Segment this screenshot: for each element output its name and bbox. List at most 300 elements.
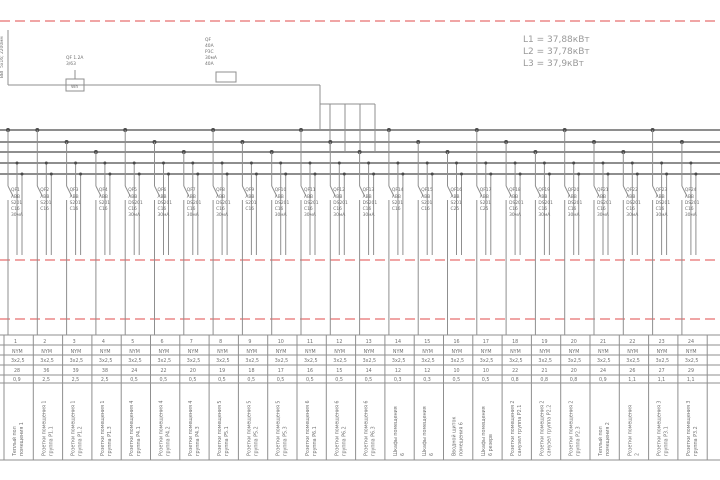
table-cell-length: 36: [43, 369, 50, 374]
main-breaker-label: QF 1.2А: [66, 56, 84, 61]
table-column-qf12: [333, 339, 347, 456]
neutral-tap-dot: [191, 162, 194, 165]
neutral-tap-dot: [689, 162, 692, 165]
breaker-spec: S201: [479, 201, 491, 206]
table-cell-description: Розетки помещения 5: [247, 400, 253, 456]
table-cell-number: 7: [189, 340, 193, 345]
rcd-box: [216, 72, 236, 82]
neutral-tap-dot: [309, 162, 312, 165]
table-cell-number: 5: [131, 340, 135, 345]
table-cell-cable-type: NYM: [12, 350, 23, 355]
breaker-id: QF9: [245, 188, 255, 193]
breaker-spec: 30мА: [186, 213, 199, 218]
table-cell-power: 0,5: [276, 378, 285, 383]
table-cell-cable-section: 3х2,5: [333, 359, 347, 364]
breaker-id: QF1: [11, 188, 20, 193]
pe-tap-dot: [79, 173, 82, 176]
table-cell-number: 20: [570, 340, 577, 345]
breaker-id: QF5: [128, 188, 137, 193]
table-cell-description: 6: [430, 452, 436, 456]
table-cell-description: Шкафы помещения: [393, 406, 399, 456]
table-cell-cable-section: 3х2,5: [98, 359, 113, 364]
pe-tap-dot: [196, 173, 199, 176]
breaker-spec: S201: [450, 201, 462, 206]
table-cell-cable-type: NYM: [187, 350, 199, 355]
breaker-spec: 30мА: [11, 213, 23, 218]
table-cell-cable-type: NYM: [685, 350, 697, 355]
table-cell-number: 6: [160, 340, 164, 345]
circuit-qf19: [533, 150, 553, 335]
table-column-qf7: [187, 339, 201, 456]
breaker-id: QF6: [157, 188, 167, 193]
breaker-spec: ABB: [509, 195, 519, 200]
table-cell-cable-section: 3х2,5: [157, 359, 172, 364]
table-cell-description: Розетки помещения 1: [71, 400, 77, 456]
table-cell-number: 22: [629, 340, 636, 345]
breaker-spec: C16: [626, 207, 635, 212]
table-cell-length: 16: [307, 369, 314, 374]
neutral-tap-dot: [45, 162, 48, 165]
breaker-spec: 30мА: [362, 213, 375, 218]
table-cell-description: Вводной щиток: [452, 416, 458, 456]
breaker-spec: 30мА: [684, 213, 697, 218]
breaker-spec: ABB: [567, 195, 577, 200]
breaker-spec: DS201: [509, 201, 524, 206]
breaker-spec: 30мА: [216, 213, 229, 218]
table-column-qf22: [626, 339, 640, 456]
breaker-spec: ABB: [128, 195, 138, 200]
pe-tap-dot: [284, 173, 287, 176]
table-cell-description: Розетки помещения 4: [130, 400, 136, 456]
pe-tap-dot: [636, 173, 639, 176]
neutral-tap-dot: [455, 162, 458, 165]
pe-tap-dot: [694, 173, 697, 176]
table-cell-number: 19: [541, 340, 548, 345]
pe-tap-dot: [314, 173, 317, 176]
table-cell-cable-type: NYM: [392, 350, 404, 355]
breaker-spec: DS201: [186, 201, 202, 206]
pe-tap-dot: [226, 173, 229, 176]
table-cell-length: 15: [336, 369, 343, 374]
table-cell-description: группа Р2.3: [576, 426, 582, 456]
table-cell-description: Розетки помещения 1: [100, 400, 106, 456]
phase-load-l3: L3 = 37,9кВт: [523, 59, 584, 69]
breaker-spec: DS201: [333, 201, 348, 206]
breaker-spec: C16: [597, 207, 606, 212]
table-column-qf6: [158, 339, 172, 456]
circuit-qf24: [680, 140, 700, 335]
table-column-qf17: [480, 339, 494, 456]
pe-tap-dot: [138, 173, 141, 176]
breaker-spec: ABB: [157, 195, 167, 200]
neutral-tap-dot: [426, 162, 429, 165]
breaker-id: QF10: [274, 188, 287, 193]
neutral-tap-dot: [543, 162, 546, 165]
neutral-tap-dot: [396, 162, 399, 165]
breaker-spec: C16: [391, 207, 401, 212]
table-column-qf10: [275, 339, 289, 456]
pe-tap-dot: [21, 173, 24, 176]
breaker-spec: C16: [684, 207, 694, 212]
breaker-spec: DS201: [597, 201, 612, 206]
neutral-tap-dot: [279, 162, 282, 165]
table-cell-cable-section: 3х2,5: [655, 359, 670, 364]
table-cell-cable-section: 3х2,5: [597, 359, 611, 364]
breaker-spec: ABB: [362, 195, 372, 200]
breaker-spec: C25: [479, 207, 489, 212]
table-cell-length: 14: [365, 369, 372, 374]
table-cell-number: 13: [365, 340, 372, 345]
circuit-qf15: [416, 140, 434, 335]
table-cell-cable-type: NYM: [568, 350, 580, 355]
table-cell-length: 12: [394, 369, 402, 374]
table-cell-description: Розетки помещения 4: [159, 400, 165, 456]
breaker-id: QF11: [304, 188, 316, 193]
breaker-spec: DS201: [304, 201, 319, 206]
breaker-spec: DS201: [157, 201, 173, 206]
breaker-spec: ABB: [186, 195, 196, 200]
rcd-label: РЗС: [205, 50, 214, 55]
breaker-spec: C16: [274, 207, 284, 212]
circuit-qf18: [504, 140, 524, 335]
circuit-qf6: [153, 140, 173, 335]
table-cell-length: 18: [248, 369, 255, 374]
table-column-qf23: [656, 339, 670, 456]
neutral-tap-dot: [221, 162, 224, 165]
table-cell-description: Розетки помещения: [628, 405, 634, 456]
breaker-spec: 30мА: [304, 213, 316, 218]
neutral-tap-dot: [484, 162, 487, 165]
table-cell-description: группа Р5.2: [254, 426, 260, 456]
table-column-qf13: [363, 339, 377, 456]
breaker-spec: C16: [186, 207, 196, 212]
table-cell-description: санузел группа Р2.1: [518, 404, 524, 456]
table-cell-length: 17: [277, 369, 284, 374]
breaker-spec: ABB: [626, 195, 636, 200]
circuit-qf5: [123, 128, 143, 335]
table-cell-description: группа Р5.3: [283, 426, 289, 456]
neutral-tap-dot: [16, 162, 19, 165]
rcd-label: 40А: [205, 44, 214, 49]
pe-tap-dot: [343, 173, 346, 176]
breaker-spec: C16: [11, 207, 20, 212]
breaker-spec: C16: [304, 207, 313, 212]
pe-tap-dot: [431, 173, 434, 176]
breaker-id: QF8: [216, 188, 225, 193]
breaker-id: QF15: [421, 188, 433, 193]
table-cell-description: Шкафы помещения: [423, 406, 429, 456]
neutral-tap-dot: [103, 162, 106, 165]
table-cell-description: группа Р1.3: [107, 426, 113, 456]
table-cell-power: 0,8: [569, 378, 578, 383]
table-cell-description: Розетки помещения 4: [188, 400, 194, 456]
pe-tap-dot: [577, 173, 580, 176]
rcd-label: QF: [205, 38, 211, 43]
breaker-spec: S201: [40, 201, 52, 206]
table-cell-cable-type: NYM: [598, 350, 609, 355]
table-cell-description: Розетки помещения 3: [657, 400, 663, 456]
table-cell-description: помещения 1: [20, 422, 25, 456]
table-cell-length: 10: [482, 369, 489, 374]
table-cell-length: 22: [160, 369, 167, 374]
table-cell-cable-section: 3х2,5: [684, 359, 699, 364]
breaker-spec: C16: [362, 207, 372, 212]
breaker-id: QF16: [450, 188, 463, 193]
table-cell-description: группа Р3.1: [664, 426, 670, 456]
table-cell-description: Розетки помещения 2: [540, 400, 546, 456]
breaker-spec: C16: [98, 207, 108, 212]
breaker-spec: C16: [40, 207, 49, 212]
table-cell-power: 0,5: [247, 378, 256, 383]
circuit-qf4: [94, 150, 112, 335]
table-cell-cable-section: 3х2,5: [11, 359, 25, 364]
circuit-qf3: [65, 140, 83, 335]
table-cell-cable-section: 3х2,5: [274, 359, 289, 364]
table-column-qf8: [216, 339, 230, 456]
table-cell-power: 0,5: [364, 378, 373, 383]
breaker-spec: ABB: [245, 195, 255, 200]
table-cell-cable-section: 3х2,5: [479, 359, 494, 364]
table-cell-cable-type: NYM: [305, 350, 316, 355]
pe-tap-dot: [548, 173, 551, 176]
breaker-spec: C16: [157, 207, 167, 212]
table-cell-cable-type: NYM: [627, 350, 638, 355]
breaker-id: QF20: [567, 188, 580, 193]
breaker-spec: S201: [391, 201, 404, 206]
breaker-id: QF13: [362, 188, 375, 193]
table-cell-power: 0,5: [130, 378, 138, 383]
breaker-spec: ABB: [479, 195, 489, 200]
table-cell-power: 1,1: [628, 378, 636, 383]
breaker-id: QF22: [626, 188, 638, 193]
table-cell-description: Розетки помещения 5: [276, 400, 282, 456]
table-cell-description: помещения 6: [459, 422, 465, 456]
pe-tap-dot: [401, 173, 404, 176]
breaker-id: QF14: [391, 188, 404, 193]
breaker-spec: ABB: [304, 195, 314, 200]
table-column-qf4: [99, 339, 113, 456]
table-column-qf5: [128, 339, 142, 456]
table-cell-cable-type: NYM: [510, 350, 521, 355]
breaker-spec: ABB: [98, 195, 108, 200]
breaker-spec: 30мА: [509, 213, 522, 218]
table-cell-number: 9: [248, 340, 252, 345]
table-cell-length: 26: [629, 369, 636, 374]
table-cell-description: Теплый пол: [13, 426, 18, 456]
breaker-id: QF7: [186, 188, 196, 193]
table-cell-length: 39: [72, 369, 79, 374]
table-cell-cable-section: 3х2,5: [391, 359, 406, 364]
table-cell-length: 27: [658, 369, 665, 374]
circuit-qf23: [651, 128, 671, 335]
breaker-spec: C16: [216, 207, 225, 212]
breaker-spec: DS201: [655, 201, 671, 206]
table-cell-number: 1: [14, 340, 18, 345]
circuit-qf12: [328, 140, 348, 335]
table-cell-description: 6 резерв: [488, 434, 494, 456]
table-cell-description: Розетки помещения 6: [306, 400, 311, 456]
circuit-qf9: [240, 140, 258, 335]
table-cell-cable-section: 3х2,5: [450, 359, 465, 364]
pe-tap-dot: [460, 173, 463, 176]
table-cell-description: Розетки помещения 6: [335, 400, 341, 456]
table-column-qf16: [451, 339, 465, 456]
table-cell-cable-section: 3х2,5: [216, 359, 230, 364]
table-cell-cable-type: NYM: [363, 350, 375, 355]
table-cell-cable-type: NYM: [334, 350, 345, 355]
breaker-spec: C16: [69, 207, 79, 212]
circuit-qf17: [475, 128, 493, 335]
table-cell-power: 2,5: [42, 378, 50, 383]
breaker-spec: C16: [245, 207, 255, 212]
breaker-spec: DS201: [216, 201, 231, 206]
breaker-id: QF24: [684, 188, 697, 193]
circuit-qf13: [358, 150, 378, 335]
table-cell-power: 0,5: [218, 378, 226, 383]
breaker-spec: 30мА: [274, 213, 287, 218]
breaker-spec: ABB: [538, 195, 548, 200]
table-column-qf24: [685, 339, 699, 456]
table-cell-description: группа Р1.2: [78, 426, 84, 456]
breaker-id: QF4: [98, 188, 108, 193]
circuit-qf8: [211, 128, 231, 335]
table-cell-description: группа Р6.3: [371, 426, 377, 456]
table-cell-power: 0,9: [13, 378, 21, 383]
neutral-tap-dot: [631, 162, 634, 165]
table-column-qf1: [11, 339, 25, 457]
breaker-spec: 30мА: [626, 213, 639, 218]
table-cell-cable-type: NYM: [41, 350, 52, 355]
table-column-qf11: [304, 339, 318, 456]
neutral-tap-dot: [514, 162, 517, 165]
breaker-spec: ABB: [450, 195, 460, 200]
table-cell-number: 10: [277, 340, 284, 345]
breaker-spec: S201: [98, 201, 111, 206]
breaker-spec: C16: [421, 207, 430, 212]
table-cell-cable-type: NYM: [422, 350, 433, 355]
table-cell-cable-type: NYM: [451, 350, 463, 355]
table-cell-cable-section: 3х2,5: [421, 359, 435, 364]
breaker-spec: C16: [333, 207, 342, 212]
table-column-qf19: [538, 339, 552, 456]
breaker-id: QF2: [40, 188, 50, 193]
circuit-qf14: [387, 128, 405, 335]
table-column-qf20: [568, 339, 582, 456]
table-cell-length: 10: [453, 369, 460, 374]
breaker-spec: DS201: [626, 201, 641, 206]
table-cell-description: санузел группа Р2.2: [547, 404, 553, 456]
table-cell-length: 22: [512, 369, 519, 374]
table-cell-number: 15: [424, 340, 431, 345]
breaker-id: QF3: [69, 188, 79, 193]
breaker-spec: DS201: [362, 201, 378, 206]
pe-tap-dot: [108, 173, 111, 176]
table-cell-cable-type: NYM: [70, 350, 82, 355]
table-cell-cable-type: NYM: [275, 350, 287, 355]
table-cell-number: 3: [72, 340, 76, 345]
table-cell-power: 0,3: [393, 378, 402, 383]
breaker-spec: ABB: [69, 195, 79, 200]
table-cell-power: 2,5: [100, 378, 109, 383]
breaker-spec: 30мА: [597, 213, 609, 218]
breaker-spec: DS201: [684, 201, 700, 206]
table-column-qf18: [509, 339, 523, 456]
table-cell-description: группа Р3.2: [693, 426, 699, 456]
neutral-tap-dot: [660, 162, 663, 165]
pe-tap-dot: [665, 173, 668, 176]
breaker-spec: ABB: [40, 195, 50, 200]
circuit-qf16: [446, 150, 464, 335]
table-cell-number: 11: [307, 340, 314, 345]
table-cell-power: 1,1: [686, 378, 695, 383]
breaker-spec: ABB: [421, 195, 431, 200]
table-cell-length: 21: [541, 369, 548, 374]
breaker-id: QF21: [597, 188, 609, 193]
table-cell-power: 0,5: [159, 378, 168, 383]
neutral-tap-dot: [338, 162, 341, 165]
circuit-qf11: [299, 128, 319, 335]
breaker-spec: ABB: [597, 195, 607, 200]
circuit-qf22: [621, 150, 641, 335]
table-cell-power: 2,5: [71, 378, 80, 383]
breaker-spec: DS201: [274, 201, 290, 206]
circuit-qf20: [563, 128, 583, 335]
table-cell-cable-type: NYM: [217, 350, 228, 355]
breaker-spec: C25: [450, 207, 460, 212]
table-cell-cable-section: 3х2,5: [362, 359, 377, 364]
breaker-spec: S201: [69, 201, 81, 206]
table-cell-description: Розетки помещения 5: [218, 400, 224, 456]
pe-tap-dot: [50, 173, 53, 176]
table-cell-power: 0,5: [188, 378, 197, 383]
breaker-spec: DS201: [128, 201, 143, 206]
table-cell-power: 0,5: [306, 378, 314, 383]
table-cell-number: 2: [43, 340, 47, 345]
main-breaker-label: 3/63: [66, 62, 76, 67]
table-cell-description: группа Р1.1: [49, 426, 55, 456]
table-column-qf2: [40, 339, 54, 456]
breaker-spec: DS201: [538, 201, 553, 206]
table-cell-number: 18: [512, 340, 519, 345]
table-column-qf14: [392, 339, 406, 456]
table-cell-cable-section: 3х2,5: [509, 359, 523, 364]
table-cell-length: 29: [687, 369, 695, 374]
breaker-spec: DS201: [567, 201, 583, 206]
breaker-spec: 30мА: [655, 213, 668, 218]
table-cell-number: 24: [687, 340, 695, 345]
table-cell-cable-type: NYM: [539, 350, 551, 355]
table-cell-power: 0,8: [511, 378, 519, 383]
breaker-id: QF18: [509, 188, 521, 193]
pe-tap-dot: [372, 173, 375, 176]
table-cell-cable-type: NYM: [99, 350, 111, 355]
circuit-qf21: [592, 140, 612, 335]
breaker-spec: 30мА: [538, 213, 551, 218]
neutral-tap-dot: [162, 162, 165, 165]
table-cell-length: 28: [14, 369, 21, 374]
table-cell-length: 20: [189, 369, 196, 374]
table-cell-description: группа Р5.1: [225, 426, 231, 456]
breaker-spec: C16: [538, 207, 548, 212]
table-cell-description: Теплый пол: [599, 426, 604, 456]
pe-tap-dot: [489, 173, 492, 176]
table-cell-length: 12: [424, 369, 431, 374]
table-cell-cable-type: NYM: [480, 350, 492, 355]
breaker-spec: ABB: [684, 195, 694, 200]
table-cell-description: Розетки помещения 2: [569, 400, 575, 456]
table-cell-length: 24: [131, 369, 138, 374]
table-cell-description: помещения 2: [606, 422, 611, 456]
